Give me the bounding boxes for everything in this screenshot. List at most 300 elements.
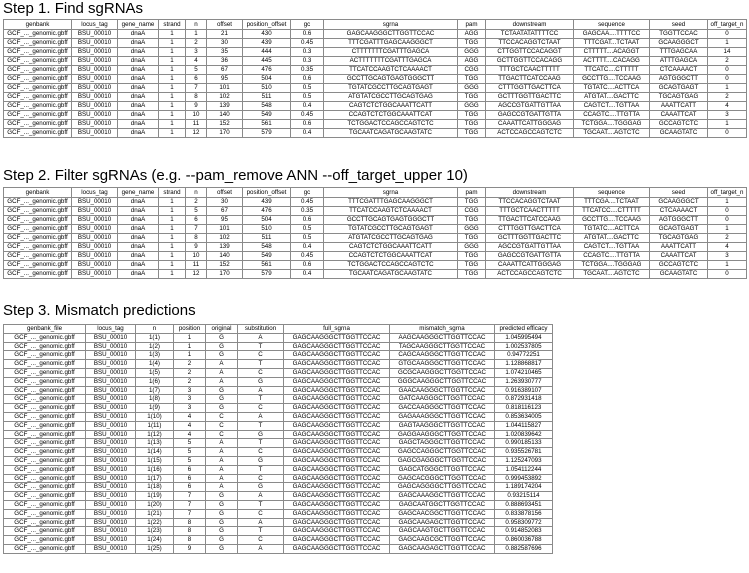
cell-gc: 0.35 xyxy=(291,66,324,75)
cell-position-offset: 504 xyxy=(243,216,291,225)
table-row xyxy=(4,456,553,465)
cell-predicted-efficacy: 0.958309772 xyxy=(495,518,553,527)
cell-sgrna: CCAGTCTCTGGCAAATTCAT xyxy=(324,111,458,120)
cell-off-target-n: 0 xyxy=(708,270,747,279)
cell-full-sgrna: GAGCAAGGGCTTGGTTCCAC xyxy=(284,395,390,404)
cell-genbank-file: GCF_..._genomic.gbff xyxy=(4,351,86,360)
table-row xyxy=(4,84,747,93)
cell-genbank-file: GCF_..._genomic.gbff xyxy=(4,448,86,457)
cell-strand: 1 xyxy=(159,111,186,120)
table-row xyxy=(4,198,747,207)
cell-gene-name: dnaA xyxy=(118,120,159,129)
cell-locus-tag: BSU_00010 xyxy=(86,474,136,483)
cell-position: 7 xyxy=(174,509,206,518)
cell-position: 9 xyxy=(174,544,206,553)
cell-downstream: GAGCCGTGATTGTTA xyxy=(486,111,574,120)
cell-off-target-n: 0 xyxy=(708,75,747,84)
cell-n: 1(13) xyxy=(136,439,174,448)
cell-seed: AAATTCATT xyxy=(650,243,708,252)
table-row xyxy=(4,207,747,216)
cell-locus-tag: BSU_00010 xyxy=(86,368,136,377)
cell-gc: 0.3 xyxy=(291,57,324,66)
cell-n: 1(25) xyxy=(136,544,174,553)
cell-predicted-efficacy: 1.045995494 xyxy=(495,333,553,342)
cell-seed: TTTGAGCAA xyxy=(650,48,708,57)
cell-pam: GGG xyxy=(458,225,486,234)
cell-sequence: CCAGTC....TTGTTA xyxy=(574,111,650,120)
step2-header xyxy=(4,188,747,198)
cell-strand: 1 xyxy=(159,198,186,207)
table-row xyxy=(4,333,553,342)
cell-n: 1(9) xyxy=(136,404,174,413)
cell-downstream: AGCCGTGATTGTTAA xyxy=(486,243,574,252)
table-row xyxy=(4,509,553,518)
cell-substitution: A xyxy=(238,386,284,395)
cell-original: G xyxy=(206,492,238,501)
cell-off-target-n: 4 xyxy=(708,243,747,252)
cell-predicted-efficacy: 0.882587696 xyxy=(495,544,553,553)
cell-pam: GGG xyxy=(458,102,486,111)
column-header-sequence: sequence xyxy=(574,20,650,30)
cell-locus-tag: BSU_00010 xyxy=(86,500,136,509)
cell-genbank-file: GCF_..._genomic.gbff xyxy=(4,430,86,439)
cell-substitution: G xyxy=(238,456,284,465)
column-header-position-offset: position_offset xyxy=(243,188,291,198)
cell-genbank-file: GCF_..._genomic.gbff xyxy=(4,518,86,527)
cell-seed: AGTGGGCTT xyxy=(650,216,708,225)
cell-off-target-n: 2 xyxy=(708,93,747,102)
cell-full-sgrna: GAGCAAGGGCTTGGTTCCAC xyxy=(284,483,390,492)
table-row xyxy=(4,527,553,536)
cell-locus-tag: BSU_00010 xyxy=(72,225,118,234)
cell-offset: 101 xyxy=(207,84,243,93)
cell-genbank-file: GCF_..._genomic.gbff xyxy=(4,360,86,369)
cell-gene-name: dnaA xyxy=(118,84,159,93)
cell-pam: TGG xyxy=(458,261,486,270)
cell-n: 4 xyxy=(186,57,207,66)
cell-mismatch-sgrna: GATCAAGGGCTTGGTTCCAC xyxy=(390,395,495,404)
cell-locus-tag: BSU_00010 xyxy=(72,84,118,93)
cell-locus-tag: BSU_00010 xyxy=(86,518,136,527)
cell-original: C xyxy=(206,430,238,439)
cell-gene-name: dnaA xyxy=(118,207,159,216)
cell-strand: 1 xyxy=(159,216,186,225)
cell-mismatch-sgrna: GAGCAAGTGCTTGGTTCCAC xyxy=(390,527,495,536)
cell-n: 1(15) xyxy=(136,456,174,465)
cell-offset: 30 xyxy=(207,39,243,48)
cell-predicted-efficacy: 1.020839642 xyxy=(495,430,553,439)
cell-downstream: TTCCACAGGTCTAAT xyxy=(486,39,574,48)
cell-substitution: T xyxy=(238,421,284,430)
cell-sgrna: TGCAATCAGATGCAAGTATC xyxy=(324,270,458,279)
cell-predicted-efficacy: 0.916389107 xyxy=(495,386,553,395)
cell-original: G xyxy=(206,386,238,395)
cell-full-sgrna: GAGCAAGGGCTTGGTTCCAC xyxy=(284,430,390,439)
cell-full-sgrna: GAGCAAGGGCTTGGTTCCAC xyxy=(284,465,390,474)
column-header-sgrna: sgrna xyxy=(324,20,458,30)
cell-genbank-file: GCF_..._genomic.gbff xyxy=(4,465,86,474)
cell-position-offset: 579 xyxy=(243,129,291,138)
cell-sequence: TCTGGA....TGGGAG xyxy=(574,120,650,129)
cell-original: G xyxy=(206,527,238,536)
cell-locus-tag: BSU_00010 xyxy=(72,207,118,216)
step3-header xyxy=(4,325,553,334)
cell-n: 7 xyxy=(186,84,207,93)
cell-off-target-n: 3 xyxy=(708,252,747,261)
cell-offset: 101 xyxy=(207,225,243,234)
cell-locus-tag: BSU_00010 xyxy=(72,120,118,129)
table-row xyxy=(4,439,553,448)
cell-gc: 0.45 xyxy=(291,39,324,48)
cell-original: G xyxy=(206,342,238,351)
cell-locus-tag: BSU_00010 xyxy=(86,333,136,342)
cell-mismatch-sgrna: GAGCAGGGGCTTGGTTCCAC xyxy=(390,483,495,492)
cell-pam: TGG xyxy=(458,216,486,225)
cell-full-sgrna: GAGCAAGGGCTTGGTTCCAC xyxy=(284,377,390,386)
cell-seed: ATTTGAGCA xyxy=(650,57,708,66)
cell-gene-name: dnaA xyxy=(118,225,159,234)
cell-downstream: TTTGCTCAACTTTTT xyxy=(486,66,574,75)
table-row xyxy=(4,395,553,404)
cell-strand: 1 xyxy=(159,30,186,39)
cell-locus-tag: BSU_00010 xyxy=(86,404,136,413)
cell-locus-tag: BSU_00010 xyxy=(86,509,136,518)
cell-gc: 0.35 xyxy=(291,207,324,216)
cell-sgrna: CAGTCTCTGGCAAATTCATT xyxy=(324,243,458,252)
step1-body xyxy=(4,30,747,138)
cell-position: 1 xyxy=(174,342,206,351)
cell-substitution: G xyxy=(238,483,284,492)
cell-full-sgrna: GAGCAAGGGCTTGGTTCCAC xyxy=(284,351,390,360)
column-header-locus-tag: locus_tag xyxy=(72,188,118,198)
cell-pam: TGG xyxy=(458,111,486,120)
cell-locus-tag: BSU_00010 xyxy=(86,377,136,386)
cell-gene-name: dnaA xyxy=(118,75,159,84)
cell-genbank-file: GCF_..._genomic.gbff xyxy=(4,536,86,545)
cell-sgrna: TTCATCCAAGTCTCAAAACT xyxy=(324,207,458,216)
cell-off-target-n: 14 xyxy=(708,48,747,57)
cell-genbank-file: GCF_..._genomic.gbff xyxy=(4,386,86,395)
cell-offset: 67 xyxy=(207,66,243,75)
cell-locus-tag: BSU_00010 xyxy=(72,93,118,102)
cell-position-offset: 504 xyxy=(243,75,291,84)
cell-mismatch-sgrna: GAGGAAGGGCTTGGTTCCAC xyxy=(390,430,495,439)
column-header-substitution: substitution xyxy=(238,325,284,334)
cell-gc: 0.5 xyxy=(291,84,324,93)
cell-gene-name: dnaA xyxy=(118,111,159,120)
cell-sgrna: GCCTTGCAGTGAGTGGGCTT xyxy=(324,216,458,225)
table-row xyxy=(4,111,747,120)
cell-downstream: TCTAATATATTTTCC xyxy=(486,30,574,39)
cell-n: 1(17) xyxy=(136,474,174,483)
cell-seed: CTCAAAACT xyxy=(650,207,708,216)
cell-n: 1(24) xyxy=(136,536,174,545)
cell-substitution: A xyxy=(238,492,284,501)
cell-full-sgrna: GAGCAAGGGCTTGGTTCCAC xyxy=(284,333,390,342)
cell-pam: TGG xyxy=(458,39,486,48)
cell-pam: TGG xyxy=(458,252,486,261)
cell-genbank: GCF_..._genomic.gbff xyxy=(4,93,72,102)
cell-off-target-n: 0 xyxy=(708,30,747,39)
cell-original: G xyxy=(206,518,238,527)
cell-position-offset: 510 xyxy=(243,84,291,93)
cell-sequence: TGCAAT....AGTCTC xyxy=(574,129,650,138)
cell-off-target-n: 2 xyxy=(708,234,747,243)
cell-predicted-efficacy: 0.999453892 xyxy=(495,474,553,483)
cell-substitution: T xyxy=(238,360,284,369)
table-row xyxy=(4,270,747,279)
cell-locus-tag: BSU_00010 xyxy=(72,129,118,138)
step3-table xyxy=(3,324,553,554)
step3-header-row xyxy=(4,325,553,334)
cell-position: 5 xyxy=(174,439,206,448)
table-row xyxy=(4,243,747,252)
cell-locus-tag: BSU_00010 xyxy=(86,492,136,501)
cell-substitution: T xyxy=(238,465,284,474)
cell-locus-tag: BSU_00010 xyxy=(72,48,118,57)
cell-n: 1(5) xyxy=(136,368,174,377)
column-header-strand: strand xyxy=(159,20,186,30)
cell-genbank: GCF_..._genomic.gbff xyxy=(4,225,72,234)
cell-position-offset: 445 xyxy=(243,57,291,66)
cell-downstream: ACTCCAGCCAGTCTC xyxy=(486,129,574,138)
cell-offset: 102 xyxy=(207,93,243,102)
table-row xyxy=(4,430,553,439)
cell-locus-tag: BSU_00010 xyxy=(86,465,136,474)
cell-downstream: GCTTTGGTTGACTTC xyxy=(486,93,574,102)
cell-substitution: T xyxy=(238,527,284,536)
cell-genbank: GCF_..._genomic.gbff xyxy=(4,234,72,243)
column-header-sequence: sequence xyxy=(574,188,650,198)
cell-gc: 0.45 xyxy=(291,252,324,261)
cell-original: G xyxy=(206,395,238,404)
cell-original: A xyxy=(206,448,238,457)
cell-predicted-efficacy: 0.833878156 xyxy=(495,509,553,518)
cell-strand: 1 xyxy=(159,261,186,270)
table-row xyxy=(4,421,553,430)
column-header-off-target-n: off_target_n xyxy=(708,20,747,30)
cell-strand: 1 xyxy=(159,75,186,84)
cell-full-sgrna: GAGCAAGGGCTTGGTTCCAC xyxy=(284,474,390,483)
cell-offset: 95 xyxy=(207,216,243,225)
column-header-downstream: downstream xyxy=(486,20,574,30)
cell-mismatch-sgrna: GAGCAAGCGCTTGGTTCCAC xyxy=(390,536,495,545)
cell-original: C xyxy=(206,412,238,421)
cell-substitution: A xyxy=(238,544,284,553)
table-row xyxy=(4,536,553,545)
cell-sgrna: TTCATCCAAGTCTCAAAACT xyxy=(324,66,458,75)
cell-sgrna: ACTTTTTTTCGATTTGAGCA xyxy=(324,57,458,66)
cell-mismatch-sgrna: GGGCAAGGGCTTGGTTCCAC xyxy=(390,377,495,386)
cell-full-sgrna: GAGCAAGGGCTTGGTTCCAC xyxy=(284,527,390,536)
cell-gc: 0.45 xyxy=(291,111,324,120)
cell-off-target-n: 2 xyxy=(708,57,747,66)
cell-strand: 1 xyxy=(159,225,186,234)
cell-mismatch-sgrna: GAGCAACGGCTTGGTTCCAC xyxy=(390,509,495,518)
cell-pam: TGG xyxy=(458,75,486,84)
cell-gc: 0.6 xyxy=(291,120,324,129)
cell-locus-tag: BSU_00010 xyxy=(72,39,118,48)
cell-n: 1(14) xyxy=(136,448,174,457)
cell-strand: 1 xyxy=(159,252,186,261)
cell-position: 8 xyxy=(174,536,206,545)
cell-mismatch-sgrna: GAGTAAGGGCTTGGTTCCAC xyxy=(390,421,495,430)
cell-predicted-efficacy: 0.990185133 xyxy=(495,439,553,448)
cell-gc: 0.5 xyxy=(291,93,324,102)
cell-offset: 170 xyxy=(207,270,243,279)
cell-n: 1(23) xyxy=(136,527,174,536)
column-header-sgrna: sgrna xyxy=(324,188,458,198)
column-header-n: n xyxy=(136,325,174,334)
cell-strand: 1 xyxy=(159,48,186,57)
column-header-full-sgrna: full_sgrna xyxy=(284,325,390,334)
cell-sgrna: TGTATCGCCTTGCAGTGAGT xyxy=(324,225,458,234)
cell-position: 2 xyxy=(174,360,206,369)
cell-position: 6 xyxy=(174,465,206,474)
cell-strand: 1 xyxy=(159,243,186,252)
cell-n: 1(16) xyxy=(136,465,174,474)
cell-mismatch-sgrna: GAGCTAGGGCTTGGTTCCAC xyxy=(390,439,495,448)
table-row xyxy=(4,404,553,413)
cell-locus-tag: BSU_00010 xyxy=(86,483,136,492)
cell-gene-name: dnaA xyxy=(118,48,159,57)
table-row xyxy=(4,93,747,102)
cell-n: 6 xyxy=(186,216,207,225)
cell-off-target-n: 1 xyxy=(708,39,747,48)
cell-seed: GCAGTGAGT xyxy=(650,225,708,234)
cell-off-target-n: 3 xyxy=(708,111,747,120)
cell-n: 1(21) xyxy=(136,509,174,518)
cell-genbank: GCF_..._genomic.gbff xyxy=(4,270,72,279)
cell-offset: 152 xyxy=(207,120,243,129)
cell-genbank-file: GCF_..._genomic.gbff xyxy=(4,439,86,448)
cell-locus-tag: BSU_00010 xyxy=(86,439,136,448)
cell-predicted-efficacy: 1.128868817 xyxy=(495,360,553,369)
cell-mismatch-sgrna: GAGCAAAGGCTTGGTTCCAC xyxy=(390,492,495,501)
column-header-downstream: downstream xyxy=(486,188,574,198)
cell-position: 3 xyxy=(174,404,206,413)
cell-position: 4 xyxy=(174,412,206,421)
cell-genbank: GCF_..._genomic.gbff xyxy=(4,30,72,39)
table-row xyxy=(4,48,747,57)
cell-position: 7 xyxy=(174,492,206,501)
cell-n: 1(2) xyxy=(136,342,174,351)
cell-gene-name: dnaA xyxy=(118,270,159,279)
cell-locus-tag: BSU_00010 xyxy=(86,448,136,457)
cell-position-offset: 549 xyxy=(243,252,291,261)
cell-mismatch-sgrna: GAACAAGGGCTTGGTTCCAC xyxy=(390,386,495,395)
cell-pam: TGG xyxy=(458,129,486,138)
cell-substitution: C xyxy=(238,448,284,457)
cell-strand: 1 xyxy=(159,207,186,216)
cell-offset: 67 xyxy=(207,207,243,216)
cell-position: 6 xyxy=(174,474,206,483)
cell-sequence: CAGTCT....TGTTAA xyxy=(574,243,650,252)
cell-substitution: A xyxy=(238,412,284,421)
cell-genbank-file: GCF_..._genomic.gbff xyxy=(4,474,86,483)
cell-gene-name: dnaA xyxy=(118,93,159,102)
cell-sgrna: ATGTATCGCCTTGCAGTGAG xyxy=(324,234,458,243)
cell-pam: TGG xyxy=(458,93,486,102)
cell-downstream: GCTTTGGTTGACTTC xyxy=(486,234,574,243)
cell-predicted-efficacy: 0.860036788 xyxy=(495,536,553,545)
column-header-predicted-efficacy: predicted efficacy xyxy=(495,325,553,334)
cell-locus-tag: BSU_00010 xyxy=(86,536,136,545)
cell-locus-tag: BSU_00010 xyxy=(86,342,136,351)
cell-offset: 30 xyxy=(207,198,243,207)
cell-sequence: ATGTAT....GACTTC xyxy=(574,93,650,102)
cell-genbank: GCF_..._genomic.gbff xyxy=(4,120,72,129)
table-row xyxy=(4,500,553,509)
cell-locus-tag: BSU_00010 xyxy=(86,421,136,430)
step3-title: Step 3. Mismatch predictions xyxy=(3,302,196,319)
cell-locus-tag: BSU_00010 xyxy=(72,75,118,84)
cell-downstream: CTTTGGTTGACTTCA xyxy=(486,84,574,93)
cell-predicted-efficacy: 0.853634005 xyxy=(495,412,553,421)
cell-downstream: GAGCCGTGATTGTTA xyxy=(486,252,574,261)
cell-position-offset: 561 xyxy=(243,261,291,270)
cell-n: 1(11) xyxy=(136,421,174,430)
cell-downstream: TTTGCTCAACTTTTT xyxy=(486,207,574,216)
column-header-offset: offset xyxy=(207,188,243,198)
cell-predicted-efficacy: 1.044115827 xyxy=(495,421,553,430)
cell-genbank-file: GCF_..._genomic.gbff xyxy=(4,333,86,342)
step3-body xyxy=(4,333,553,553)
column-header-off-target-n: off_target_n xyxy=(708,188,747,198)
cell-genbank-file: GCF_..._genomic.gbff xyxy=(4,500,86,509)
cell-predicted-efficacy: 1.263930777 xyxy=(495,377,553,386)
cell-n: 1(1) xyxy=(136,333,174,342)
cell-downstream: TTGACTTCATCCAAG xyxy=(486,216,574,225)
table-row xyxy=(4,120,747,129)
cell-strand: 1 xyxy=(159,129,186,138)
cell-seed: GCAGTGAGT xyxy=(650,84,708,93)
cell-n: 8 xyxy=(186,234,207,243)
table-row xyxy=(4,234,747,243)
cell-off-target-n: 0 xyxy=(708,216,747,225)
cell-locus-tag: BSU_00010 xyxy=(86,412,136,421)
cell-locus-tag: BSU_00010 xyxy=(72,216,118,225)
cell-substitution: C xyxy=(238,536,284,545)
cell-gene-name: dnaA xyxy=(118,66,159,75)
cell-gc: 0.4 xyxy=(291,129,324,138)
cell-genbank: GCF_..._genomic.gbff xyxy=(4,111,72,120)
cell-position: 3 xyxy=(174,395,206,404)
cell-seed: TGGTTCCAC xyxy=(650,30,708,39)
cell-original: A xyxy=(206,377,238,386)
cell-n: 9 xyxy=(186,102,207,111)
cell-seed: AGTGGGCTT xyxy=(650,75,708,84)
cell-substitution: T xyxy=(238,439,284,448)
column-header-strand: strand xyxy=(159,188,186,198)
cell-position-offset: 548 xyxy=(243,243,291,252)
cell-sgrna: TCTGGACTCCAGCCAGTCTC xyxy=(324,261,458,270)
cell-locus-tag: BSU_00010 xyxy=(72,234,118,243)
cell-genbank-file: GCF_..._genomic.gbff xyxy=(4,368,86,377)
cell-mismatch-sgrna: GAGCACGGGCTTGGTTCCAC xyxy=(390,474,495,483)
cell-genbank: GCF_..._genomic.gbff xyxy=(4,243,72,252)
cell-original: G xyxy=(206,544,238,553)
cell-predicted-efficacy: 1.189174204 xyxy=(495,483,553,492)
cell-sequence: CTTTTT....ACAGGT xyxy=(574,48,650,57)
cell-genbank: GCF_..._genomic.gbff xyxy=(4,48,72,57)
cell-sequence: CAGTCT....TGTTAA xyxy=(574,102,650,111)
cell-seed: GCAAGGGCT xyxy=(650,39,708,48)
cell-strand: 1 xyxy=(159,120,186,129)
cell-n: 1 xyxy=(186,30,207,39)
table-row xyxy=(4,342,553,351)
cell-full-sgrna: GAGCAAGGGCTTGGTTCCAC xyxy=(284,536,390,545)
